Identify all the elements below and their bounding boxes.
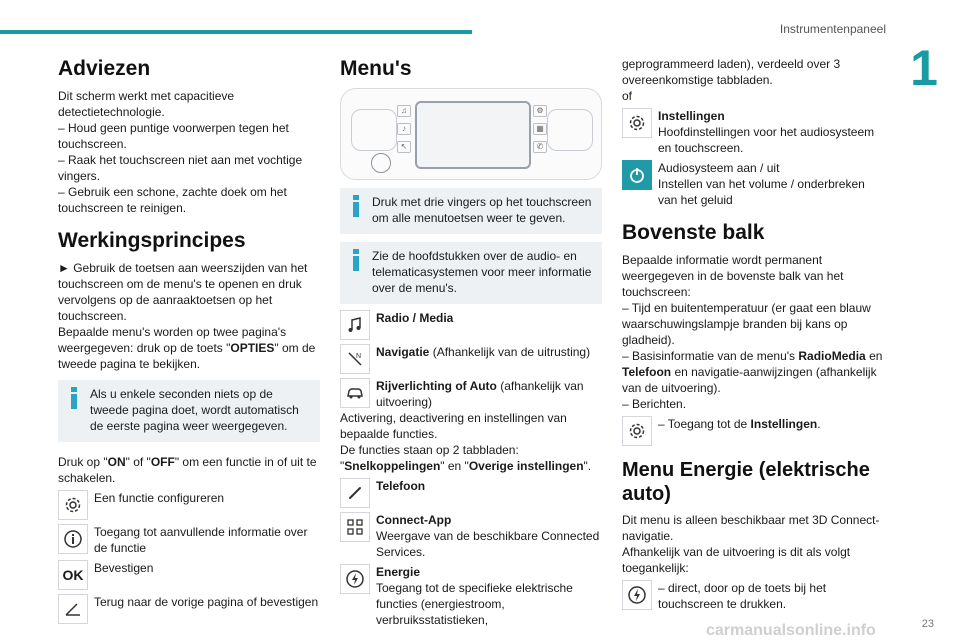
werking-onoff: Druk op "ON" of "OFF" om een functie in of uit te schakelen. [58, 455, 317, 485]
list-item: Een functie configureren [58, 490, 320, 520]
info-icon [58, 524, 88, 554]
radio-icon: ♫ [397, 105, 411, 117]
energy-bolt-icon [340, 564, 370, 594]
apps-grid-icon: ▦ [533, 123, 547, 135]
rijver-desc: Activering, deactivering en instellingen van bepaalde functies. [340, 411, 567, 441]
apps-grid-icon [340, 512, 370, 542]
touchscreen-illustration [340, 88, 602, 180]
list-item: Toegang tot aanvullende informatie over de functie [58, 524, 320, 556]
info-box-audio-chapters: Zie de hoofdstukken over de audio- en telematicasystemen voor meer informatie over de menu's. [340, 242, 602, 304]
bovenste-bullet: – Tijd en buitentemperatuur (er gaat een blauw waarschuwingslampje branden bij kans op gladheid). [622, 301, 871, 347]
energy-bolt-icon [622, 580, 652, 610]
heading-adviezen: Adviezen [58, 57, 151, 80]
column-2 [340, 56, 602, 628]
info-icon [348, 249, 364, 273]
music-note-icon [340, 310, 370, 340]
touchscreen-display [415, 101, 531, 169]
adviezen-bullet: – Houd geen puntige voorwerpen tegen het touchscreen. [58, 121, 289, 151]
settings-gear-icon [58, 490, 88, 520]
list-item: Radio / Media [340, 310, 602, 340]
info-box-second-page: Als u enkele seconden niets op de tweede pagina doet, wordt automatisch de eerste pagina weer weergegeven. [58, 380, 320, 442]
air-vent-left [351, 109, 397, 151]
adviezen-bullet: – Raak het touchscreen niet aan met vochtige vingers. [58, 153, 303, 183]
info-icon [348, 195, 364, 219]
list-item: Rijverlichting of Auto (afhankelijk van uitvoering) [340, 378, 602, 410]
navigation-icon: ↖ [397, 141, 411, 153]
info-box-three-fingers: Druk met drie vingers op het touchscreen om alle menutoetsen weer te geven. [340, 188, 602, 234]
list-item: Terug naar de vorige pagina of bevestigen [58, 594, 320, 624]
adviezen-bullet: – Gebruik een schone, zachte doek om het touchscreen te reinigen. [58, 185, 287, 215]
energie-continued: geprogrammeerd laden), verdeeld over 3 overeenkomstige tabbladen. [622, 57, 841, 87]
list-item: Audiosysteem aan / uit Instellen van het volume / onderbreken van het geluid [622, 160, 884, 208]
bovenste-intro: Bepaalde informatie wordt permanent weergegeven in de bovenste balk van het touchscreen: [622, 253, 844, 299]
heading-menus: Menu's [340, 57, 412, 80]
list-item: OK Bevestigen [58, 560, 320, 590]
heading-werkingsprincipes: Werkingsprincipes [58, 229, 246, 252]
energie-menu-text: Afhankelijk van de uitvoering is dit als volgt toegankelijk: [622, 545, 851, 575]
navigation-arrow-icon [340, 344, 370, 374]
heading-menu-energie: Menu Energie (elektrische auto) [622, 459, 870, 505]
air-vent-right [547, 109, 593, 151]
list-item: – direct, door op de toets bij het touchscreen te drukken. [622, 580, 884, 612]
list-item: N Navigatie (Afhankelijk van de uitrusting) [340, 344, 602, 374]
chapter-number: 1 [910, 40, 938, 96]
werking-pages: Bepaalde menu's worden op twee pagina's weergegeven: druk op de toets "OPTIES" om de tweede pagina te bekijken. [58, 325, 316, 371]
power-knob-icon [371, 153, 391, 173]
list-item: – Toegang tot de Instellingen. [622, 416, 884, 446]
column-1 [58, 56, 320, 624]
ok-icon: OK [58, 560, 88, 590]
section-name: Instrumentenpaneel [779, 22, 886, 36]
or-text: of [622, 89, 633, 103]
phone-icon: ✆ [533, 141, 547, 153]
watermark: carmanualsonline.info [706, 622, 876, 639]
header-accent-bar [0, 30, 472, 34]
power-icon [622, 160, 652, 190]
list-item: Energie Toegang tot de specifieke elektrische functies (energiestroom, verbruiksstatistieken, [340, 564, 602, 628]
settings-gear-icon [622, 416, 652, 446]
info-icon [66, 387, 82, 411]
list-item: Telefoon [340, 478, 602, 508]
page-number: 23 [921, 618, 934, 630]
tabs-desc: De functies staan op 2 tabbladen: "Snelkoppelingen" en "Overige instellingen". [340, 443, 592, 473]
bovenste-bullet: – Basisinformatie van de menu's RadioMedia en Telefoon en navigatie-aanwijzingen (afhankelijk van de uitvoering). [622, 349, 883, 395]
column-3 [622, 56, 884, 612]
music-icon: ♪ [397, 123, 411, 135]
settings-gear-icon [622, 108, 652, 138]
back-arrow-icon [58, 594, 88, 624]
heading-bovenste-balk: Bovenste balk [622, 221, 765, 244]
settings-gear-icon: ⚙ [533, 105, 547, 117]
svg-text:N: N [356, 353, 362, 360]
adviezen-intro: Dit scherm werkt met capacitieve detectietechnologie. [58, 89, 235, 119]
list-item: Instellingen Hoofdinstellingen voor het audiosysteem en touchscreen. [622, 108, 884, 156]
phone-icon [340, 478, 370, 508]
energie-menu-text: Dit menu is alleen beschikbaar met 3D Connect-navigatie. [622, 513, 880, 543]
werking-step: ► Gebruik de toetsen aan weerszijden van het touchscreen om de menu's te openen en druk vervolgens op de aanraaktoetsen op het touchscreen. [58, 261, 308, 323]
car-icon [340, 378, 370, 408]
bovenste-bullet: – Berichten. [622, 397, 687, 411]
list-item: Connect-App Weergave van de beschikbare Connected Services. [340, 512, 602, 560]
